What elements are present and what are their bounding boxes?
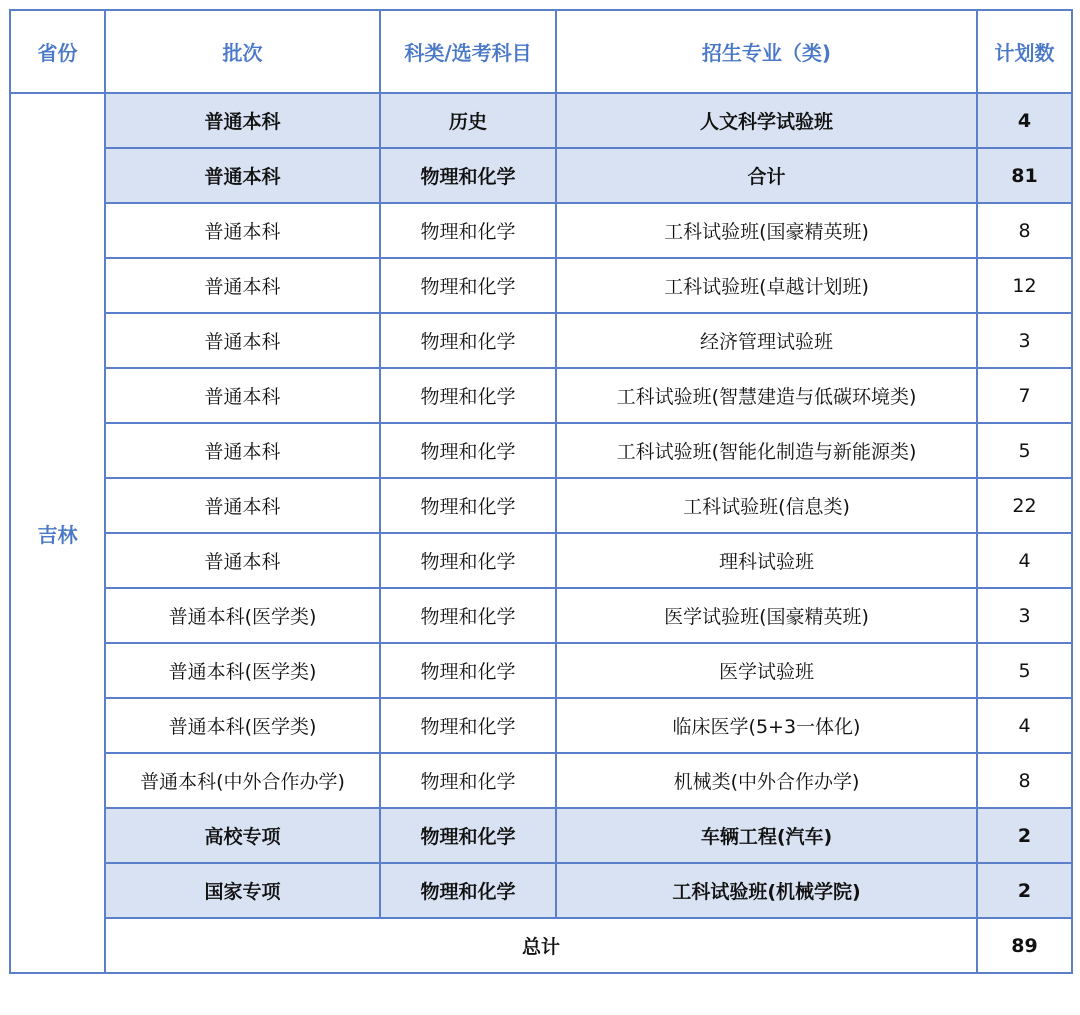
batch-cell: 普通本科(中外合作办学) xyxy=(105,753,380,808)
batch-cell: 普通本科 xyxy=(105,203,380,258)
count-cell: 2 xyxy=(977,808,1072,863)
major-cell: 工科试验班(机械学院) xyxy=(556,863,977,918)
batch-cell: 普通本科 xyxy=(105,148,380,203)
count-cell: 8 xyxy=(977,753,1072,808)
table-row xyxy=(10,698,1072,753)
count-cell: 4 xyxy=(977,93,1072,148)
major-cell: 合计 xyxy=(556,148,977,203)
table-row xyxy=(10,478,1072,533)
subject-cell: 物理和化学 xyxy=(380,148,556,203)
major-cell: 机械类(中外合作办学) xyxy=(556,753,977,808)
table-row xyxy=(10,753,1072,808)
batch-cell: 普通本科 xyxy=(105,478,380,533)
batch-cell: 普通本科(医学类) xyxy=(105,588,380,643)
header-count: 计划数 xyxy=(977,10,1072,93)
header-batch: 批次 xyxy=(105,10,380,93)
major-cell: 临床医学(5+3一体化) xyxy=(556,698,977,753)
count-cell: 3 xyxy=(977,588,1072,643)
major-cell: 车辆工程(汽车) xyxy=(556,808,977,863)
subject-cell: 物理和化学 xyxy=(380,643,556,698)
count-cell: 5 xyxy=(977,643,1072,698)
subject-cell: 物理和化学 xyxy=(380,258,556,313)
table-row xyxy=(10,863,1072,918)
subject-cell: 物理和化学 xyxy=(380,368,556,423)
subject-cell: 物理和化学 xyxy=(380,533,556,588)
table-row xyxy=(10,258,1072,313)
count-cell: 7 xyxy=(977,368,1072,423)
header-major: 招生专业（类) xyxy=(556,10,977,93)
table-row xyxy=(10,423,1072,478)
enrollment-plan-table xyxy=(9,9,1073,974)
batch-cell: 高校专项 xyxy=(105,808,380,863)
subject-cell: 物理和化学 xyxy=(380,588,556,643)
batch-cell: 普通本科 xyxy=(105,423,380,478)
header-row xyxy=(10,10,1072,93)
count-cell: 12 xyxy=(977,258,1072,313)
subject-cell: 物理和化学 xyxy=(380,808,556,863)
count-cell: 3 xyxy=(977,313,1072,368)
count-cell: 22 xyxy=(977,478,1072,533)
subject-cell: 物理和化学 xyxy=(380,423,556,478)
table-row xyxy=(10,533,1072,588)
total-label: 总计 xyxy=(105,918,977,973)
batch-cell: 普通本科 xyxy=(105,258,380,313)
table-row xyxy=(10,808,1072,863)
batch-cell: 普通本科(医学类) xyxy=(105,643,380,698)
subject-cell: 物理和化学 xyxy=(380,698,556,753)
batch-cell: 普通本科 xyxy=(105,313,380,368)
major-cell: 医学试验班(国豪精英班) xyxy=(556,588,977,643)
table-row xyxy=(10,148,1072,203)
batch-cell: 普通本科(医学类) xyxy=(105,698,380,753)
major-cell: 医学试验班 xyxy=(556,643,977,698)
major-cell: 工科试验班(智能化制造与新能源类) xyxy=(556,423,977,478)
count-cell: 8 xyxy=(977,203,1072,258)
count-cell: 4 xyxy=(977,533,1072,588)
subject-cell: 物理和化学 xyxy=(380,753,556,808)
major-cell: 人文科学试验班 xyxy=(556,93,977,148)
batch-cell: 普通本科 xyxy=(105,533,380,588)
count-cell: 4 xyxy=(977,698,1072,753)
batch-cell: 国家专项 xyxy=(105,863,380,918)
major-cell: 工科试验班(信息类) xyxy=(556,478,977,533)
major-cell: 工科试验班(智慧建造与低碳环境类) xyxy=(556,368,977,423)
count-cell: 81 xyxy=(977,148,1072,203)
batch-cell: 普通本科 xyxy=(105,93,380,148)
subject-cell: 历史 xyxy=(380,93,556,148)
table-row xyxy=(10,93,1072,148)
table-row xyxy=(10,643,1072,698)
major-cell: 工科试验班(卓越计划班) xyxy=(556,258,977,313)
province-cell: 吉林 xyxy=(10,93,105,973)
table-row xyxy=(10,368,1072,423)
major-cell: 工科试验班(国豪精英班) xyxy=(556,203,977,258)
table-row xyxy=(10,203,1072,258)
total-count: 89 xyxy=(977,918,1072,973)
subject-cell: 物理和化学 xyxy=(380,203,556,258)
table-row xyxy=(10,313,1072,368)
subject-cell: 物理和化学 xyxy=(380,863,556,918)
major-cell: 理科试验班 xyxy=(556,533,977,588)
major-cell: 经济管理试验班 xyxy=(556,313,977,368)
header-province: 省份 xyxy=(10,10,105,93)
count-cell: 2 xyxy=(977,863,1072,918)
subject-cell: 物理和化学 xyxy=(380,478,556,533)
batch-cell: 普通本科 xyxy=(105,368,380,423)
count-cell: 5 xyxy=(977,423,1072,478)
subject-cell: 物理和化学 xyxy=(380,313,556,368)
table-row xyxy=(10,588,1072,643)
header-subject: 科类/选考科目 xyxy=(380,10,556,93)
total-row xyxy=(10,918,1072,973)
